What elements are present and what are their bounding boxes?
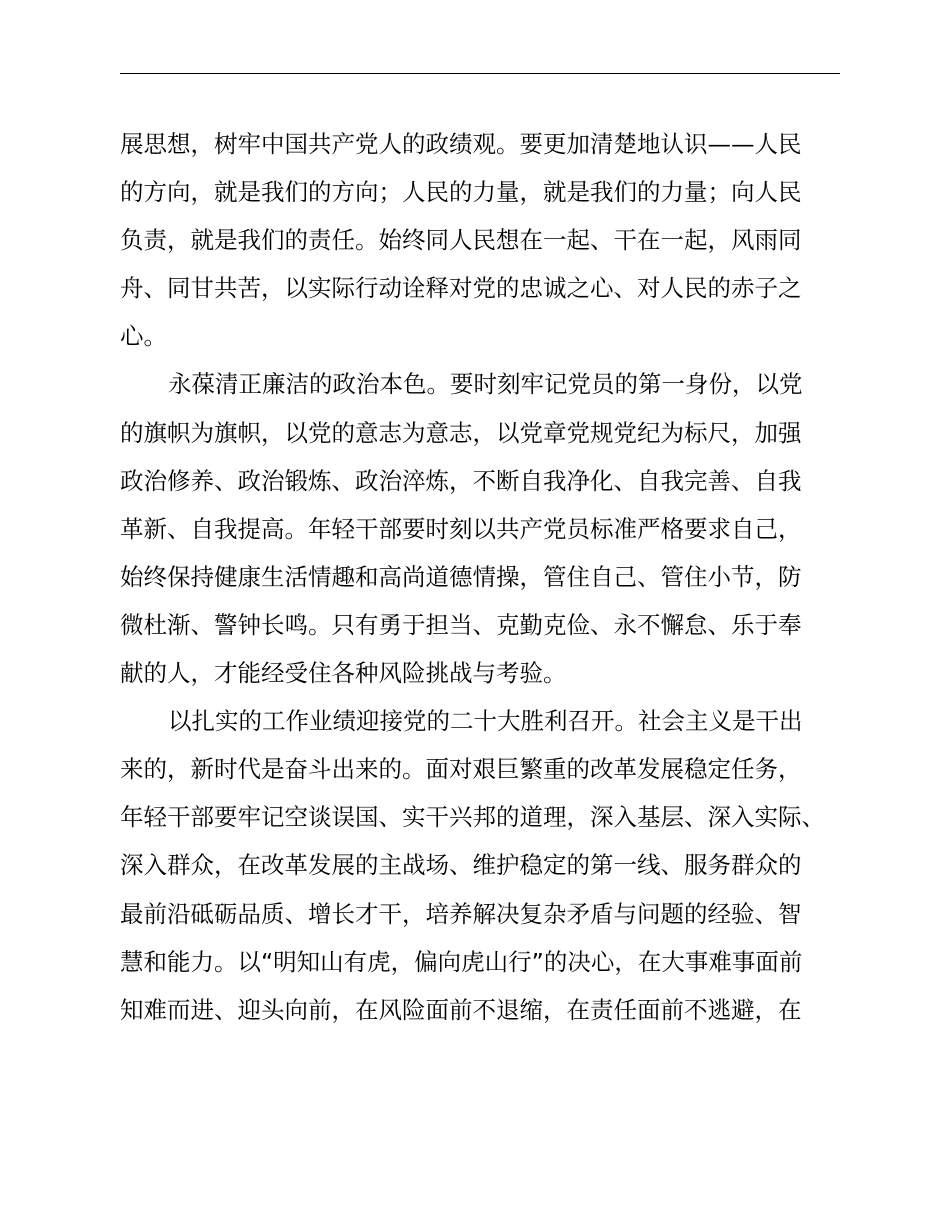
text-line: 心。 [120, 322, 167, 351]
header-rule [120, 73, 840, 74]
text-line: 献的人，才能经受住各种风险挑战与考验。 [120, 659, 567, 688]
text-line: 的旗帜为旗帜，以党的意志为意志，以党章党规党纪为标尺，加强 [120, 418, 802, 447]
text-line: 知难而进、迎头向前，在风险面前不退缩，在责任面前不逃避，在 [120, 995, 802, 1024]
text-line: 慧和能力。以“明知山有虎，偏向虎山行”的决心，在大事难事面前 [120, 947, 803, 976]
text-line: 展思想，树牢中国共产党人的政绩观。要更加清楚地认识——人民 [120, 130, 802, 158]
text-line: 的方向，就是我们的方向；人民的力量，就是我们的力量；向人民 [120, 178, 802, 207]
text-line: 负责，就是我们的责任。始终同人民想在一起、干在一起，风雨同 [120, 226, 802, 255]
text-line: 永葆清正廉洁的政治本色。要时刻牢记党员的第一身份，以党 [168, 370, 803, 399]
body-text [120, 120, 844, 1034]
text-line: 最前沿砥砺品质、增长才干，培养解决复杂矛盾与问题的经验、智 [120, 899, 802, 928]
text-line: 政治修养、政治锻炼、政治淬炼，不断自我净化、自我完善、自我 [120, 466, 802, 495]
text-line: 以扎实的工作业绩迎接党的二十大胜利召开。社会主义是干出 [168, 707, 803, 736]
text-line: 始终保持健康生活情趣和高尚道德情操，管住自己、管住小节，防 [120, 562, 802, 591]
text-line: 革新、自我提高。年轻干部要时刻以共产党员标准严格要求自己， [120, 514, 802, 543]
text-line: 舟、同甘共苦，以实际行动诠释对党的忠诚之心、对人民的赤子之 [120, 274, 802, 303]
text-line: 来的，新时代是奋斗出来的。面对艰巨繁重的改革发展稳定任务， [120, 755, 802, 784]
text-line: 微杜渐、警钟长鸣。只有勇于担当、克勤克俭、永不懈怠、乐于奉 [120, 610, 802, 639]
text-line: 深入群众，在改革发展的主战场、维护稳定的第一线、服务群众的 [120, 851, 802, 880]
text-line: 年轻干部要牢记空谈误国、实干兴邦的道理，深入基层、深入实际、 [120, 803, 825, 832]
